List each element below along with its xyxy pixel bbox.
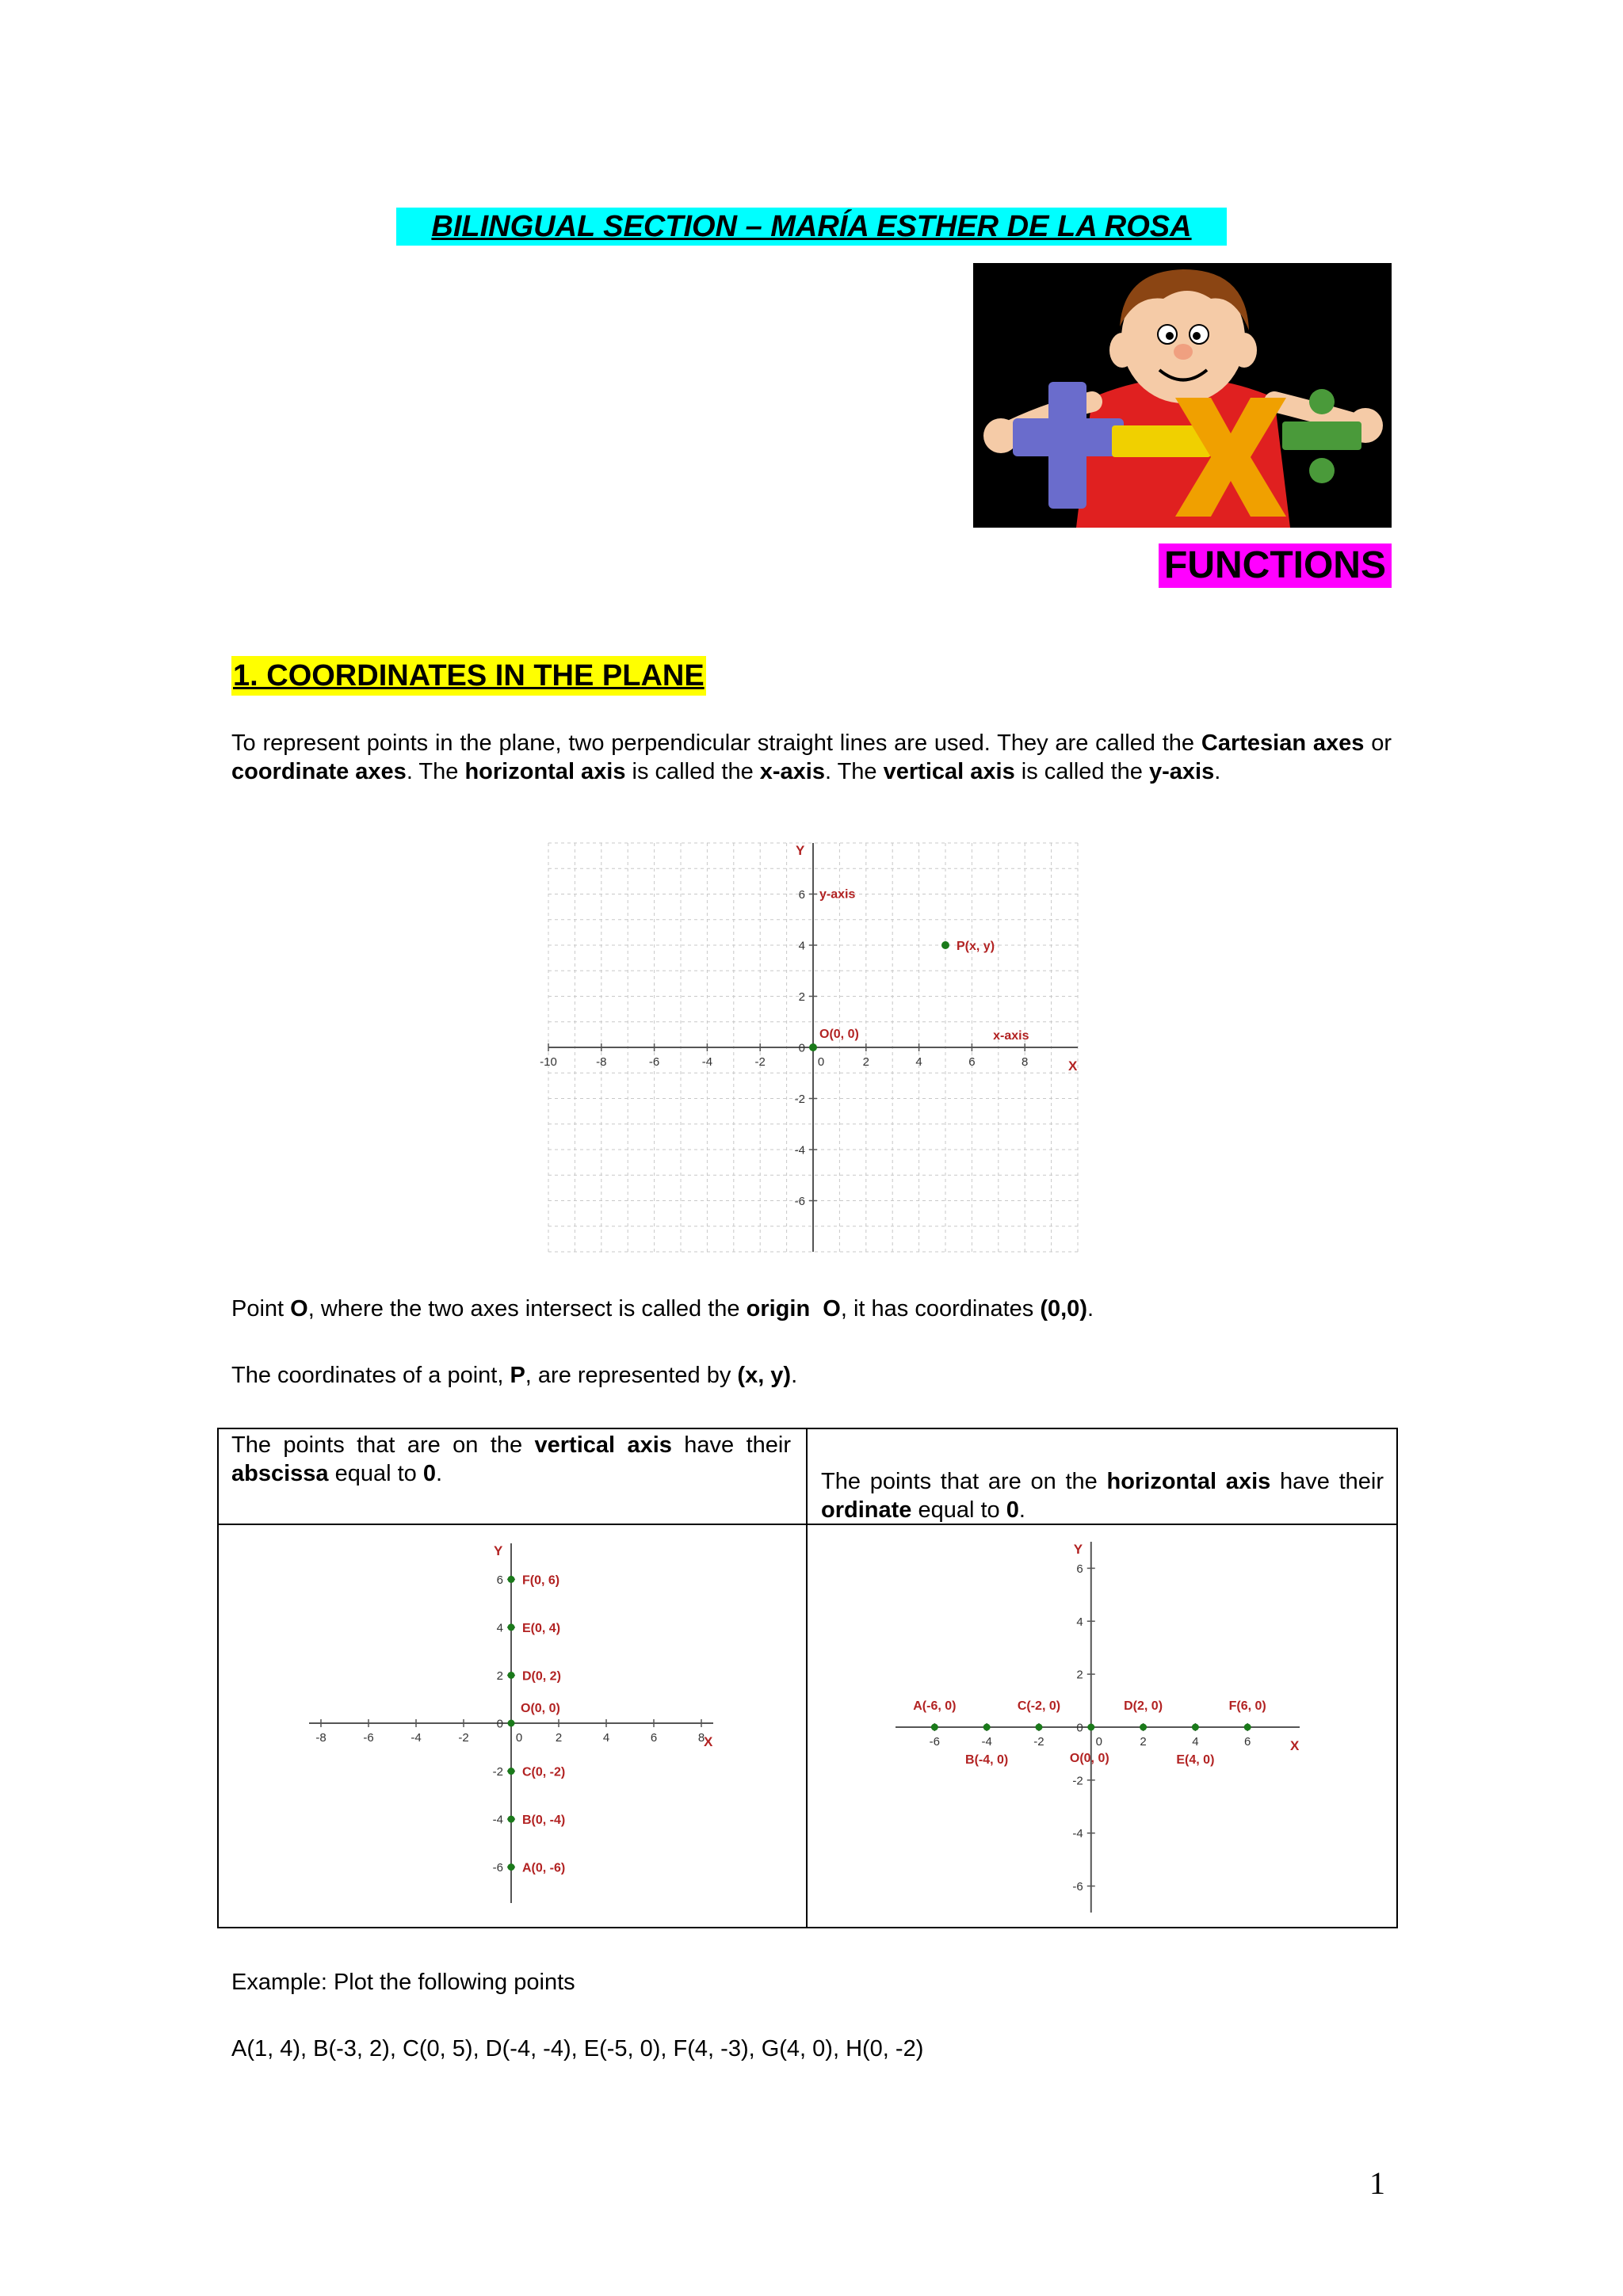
cell-text: . xyxy=(1018,1497,1025,1523)
origin-bold: (0,0) xyxy=(1040,1296,1087,1322)
point-label: A(0, -6) xyxy=(522,1861,566,1875)
data-point xyxy=(508,1672,515,1679)
cell-text: . xyxy=(436,1461,443,1486)
y-tick-label: 4 xyxy=(798,939,805,953)
x-tick-label: -10 xyxy=(540,1055,557,1069)
x-tick-label: -4 xyxy=(701,1055,713,1069)
data-point xyxy=(1244,1724,1251,1731)
point-label: F(6, 0) xyxy=(1228,1699,1266,1713)
cell-text: equal to xyxy=(328,1461,423,1486)
cartesian-plane-figure xyxy=(539,824,1087,1260)
y-tick-label: 2 xyxy=(798,990,805,1004)
y-tick-label: 6 xyxy=(798,888,805,902)
point-label: A(-6, 0) xyxy=(913,1699,957,1713)
y-tick-label: -6 xyxy=(492,1861,503,1875)
x-tick-label: -2 xyxy=(1033,1735,1044,1749)
y-tick-label: -4 xyxy=(794,1143,805,1158)
data-point xyxy=(1035,1724,1042,1731)
x-axis-letter: X xyxy=(1068,1058,1078,1074)
point-label: O(0, 0) xyxy=(1069,1752,1109,1765)
horizontal-axis-figure xyxy=(896,1531,1308,1919)
intro-text: . xyxy=(1214,759,1221,784)
intro-text: is called the xyxy=(1014,759,1149,784)
y-tick-label: 0 xyxy=(1076,1721,1083,1735)
y-tick-label: -6 xyxy=(794,1195,805,1208)
cartesian-plane-chart xyxy=(539,824,1087,1260)
x-tick-label: -6 xyxy=(648,1055,660,1069)
horizontal-axis-points-chart xyxy=(896,1531,1308,1919)
cell-bold: 0 xyxy=(422,1461,437,1486)
coords-bold: (x, y) xyxy=(737,1363,792,1388)
data-point xyxy=(508,1623,515,1630)
point-label: E(0, 4) xyxy=(522,1621,561,1635)
cell-bold: ordinate xyxy=(821,1497,912,1523)
y-tick-label: -2 xyxy=(794,1093,805,1106)
y-tick-label: 0 xyxy=(496,1717,503,1731)
x-tick-label: -8 xyxy=(315,1731,327,1745)
intro-text: . The xyxy=(825,759,884,784)
intro-paragraph xyxy=(231,729,1392,786)
coords-text: . xyxy=(791,1363,798,1388)
document-header-title: BILINGUAL SECTION – MARÍA ESTHER DE LA ROSA xyxy=(396,208,1227,246)
data-point xyxy=(508,1816,515,1823)
cell-bold: vertical axis xyxy=(534,1432,672,1458)
cell-text: have their xyxy=(671,1432,791,1458)
origin-bold: O xyxy=(290,1296,308,1322)
y-tick-label: -6 xyxy=(1072,1880,1083,1894)
intro-bold: vertical axis xyxy=(883,759,1015,784)
coords-bold: P xyxy=(510,1363,525,1388)
x-tick-label: -4 xyxy=(981,1735,992,1749)
cell-text: The points that are on the xyxy=(821,1469,1107,1494)
point-label: C(-2, 0) xyxy=(1017,1699,1061,1713)
cell-text: have their xyxy=(1270,1469,1384,1494)
y-axis-letter: Y xyxy=(796,843,805,858)
data-point xyxy=(1140,1724,1147,1731)
y-tick-label: 0 xyxy=(798,1041,805,1055)
origin-paragraph xyxy=(231,1295,1392,1323)
intro-bold: coordinate axes xyxy=(231,759,407,784)
x-tick-label: 0 xyxy=(1095,1735,1102,1749)
x-axis-letter: X xyxy=(1290,1738,1300,1753)
cell-bold: horizontal axis xyxy=(1106,1469,1271,1494)
data-point xyxy=(508,1768,515,1775)
vertical-axis-figure xyxy=(309,1531,721,1911)
example-points: A(1, 4), B(-3, 2), C(0, 5), D(-4, -4), E(-5, 0), F(4, -3), G(4, 0), H(0, -2) xyxy=(231,2036,924,2061)
point-label: O(0, 0) xyxy=(521,1702,560,1715)
x-tick-label: 0 xyxy=(817,1055,825,1069)
data-point xyxy=(508,1576,515,1583)
y-axis-label: y-axis xyxy=(819,887,856,902)
cell-bold: 0 xyxy=(1006,1497,1019,1523)
coordinates-paragraph xyxy=(231,1361,1392,1390)
x-tick-label: -4 xyxy=(411,1731,422,1745)
origin-text xyxy=(810,1296,823,1322)
y-tick-label: 6 xyxy=(1076,1562,1083,1576)
x-tick-label: 2 xyxy=(555,1731,563,1745)
intro-bold: x-axis xyxy=(759,759,825,784)
x-tick-label: 0 xyxy=(515,1731,523,1745)
y-tick-label: 2 xyxy=(1076,1668,1083,1682)
cell-bold: abscissa xyxy=(231,1461,329,1486)
y-tick-label: -4 xyxy=(1072,1827,1083,1841)
page-number: 1 xyxy=(1369,2165,1385,2201)
table-divider xyxy=(806,1428,808,1928)
data-point xyxy=(941,941,949,949)
x-axis-letter: X xyxy=(704,1734,713,1749)
y-tick-label: 4 xyxy=(496,1621,503,1635)
data-point xyxy=(931,1724,938,1731)
data-point xyxy=(508,1863,515,1871)
y-tick-label: -2 xyxy=(1072,1774,1083,1788)
math-boy-logo xyxy=(973,263,1392,528)
x-tick-label: -6 xyxy=(363,1731,374,1745)
point-label: D(2, 0) xyxy=(1124,1699,1163,1713)
intro-text: . The xyxy=(406,759,465,784)
data-point xyxy=(1192,1724,1199,1731)
x-tick-label: -2 xyxy=(458,1731,469,1745)
point-label: B(0, -4) xyxy=(522,1814,566,1828)
vertical-axis-description xyxy=(231,1431,791,1488)
x-tick-label: -8 xyxy=(596,1055,607,1069)
intro-bold: y-axis xyxy=(1148,759,1215,784)
point-label: P(x, y) xyxy=(957,940,995,953)
x-tick-label: 4 xyxy=(602,1731,610,1745)
x-tick-label: 6 xyxy=(650,1731,658,1745)
cell-text: equal to xyxy=(911,1497,1006,1523)
origin-bold: O xyxy=(823,1296,841,1322)
cell-text: The points that are on the xyxy=(231,1432,535,1458)
data-point xyxy=(983,1724,991,1731)
topic-title: FUNCTIONS xyxy=(1159,543,1392,588)
y-axis-letter: Y xyxy=(494,1543,503,1558)
origin-text: , it has coordinates xyxy=(840,1296,1041,1322)
x-tick-label: 2 xyxy=(1140,1735,1147,1749)
x-axis-label: x-axis xyxy=(993,1029,1029,1043)
section-heading: 1. COORDINATES IN THE PLANE xyxy=(231,656,706,696)
y-tick-label: -2 xyxy=(492,1765,503,1779)
origin-bold: origin xyxy=(746,1296,811,1322)
x-tick-label: 8 xyxy=(697,1731,705,1745)
x-tick-label: -2 xyxy=(754,1055,766,1069)
intro-bold: horizontal axis xyxy=(464,759,626,784)
data-point xyxy=(1087,1724,1094,1731)
y-tick-label: 4 xyxy=(1076,1615,1083,1629)
x-tick-label: -6 xyxy=(929,1735,941,1749)
y-tick-label: 2 xyxy=(496,1669,503,1683)
intro-text: or xyxy=(1364,730,1392,756)
x-tick-label: 6 xyxy=(1244,1735,1251,1749)
intro-text: is called the xyxy=(625,759,760,784)
boy-with-math-symbols-icon xyxy=(973,263,1392,528)
coords-text: The coordinates of a point, xyxy=(231,1363,510,1388)
y-axis-letter: Y xyxy=(1073,1542,1083,1557)
point-label: D(0, 2) xyxy=(522,1669,561,1684)
point-label: C(0, -2) xyxy=(522,1765,566,1779)
horizontal-axis-description xyxy=(821,1467,1384,1524)
coords-text: , are represented by xyxy=(525,1363,738,1388)
x-tick-label: 8 xyxy=(1022,1055,1029,1069)
x-tick-label: 4 xyxy=(1192,1735,1199,1749)
intro-bold: Cartesian axes xyxy=(1201,730,1365,756)
data-point xyxy=(809,1043,817,1051)
point-label: B(-4, 0) xyxy=(965,1753,1009,1767)
origin-text: Point xyxy=(231,1296,291,1322)
example-prompt: Example: Plot the following points xyxy=(231,1970,575,1995)
point-label: E(4, 0) xyxy=(1176,1753,1215,1767)
x-tick-label: 6 xyxy=(968,1055,976,1069)
x-tick-label: 2 xyxy=(862,1055,869,1069)
data-point xyxy=(508,1720,515,1727)
x-tick-label: 4 xyxy=(915,1055,922,1069)
origin-text: . xyxy=(1086,1296,1094,1322)
point-label: O(0, 0) xyxy=(819,1028,859,1041)
origin-text: , where the two axes intersect is called the xyxy=(307,1296,747,1322)
point-label: F(0, 6) xyxy=(522,1573,560,1588)
y-tick-label: 6 xyxy=(496,1573,503,1587)
intro-text: To represent points in the plane, two perpendicular straight lines are used. They are called the xyxy=(231,730,1201,756)
vertical-axis-points-chart xyxy=(309,1531,721,1911)
y-tick-label: -4 xyxy=(492,1813,503,1827)
